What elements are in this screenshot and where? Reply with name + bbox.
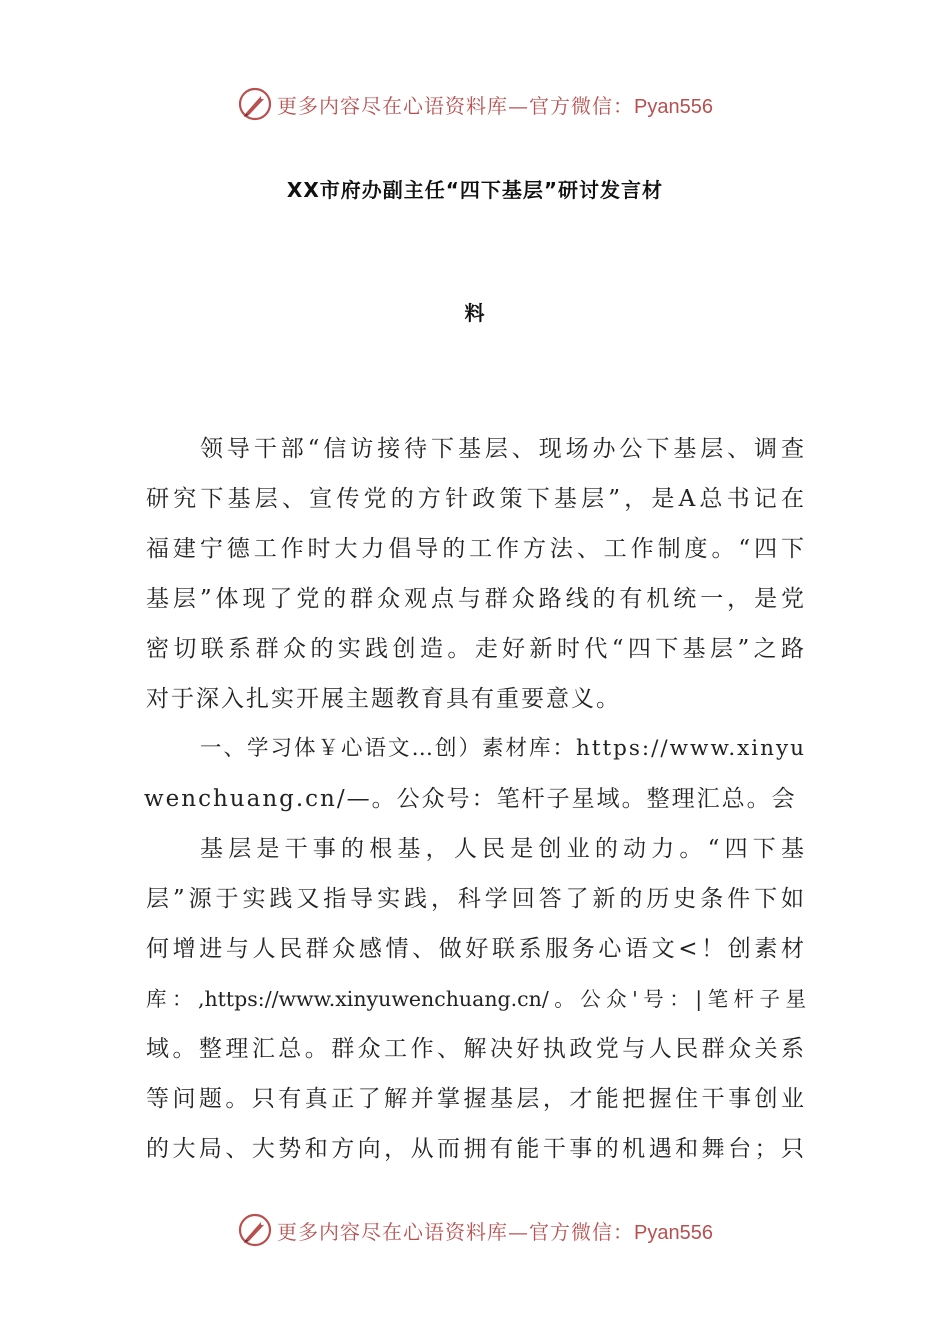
pen-logo-icon bbox=[237, 1212, 273, 1248]
footer-banner bbox=[0, 1210, 950, 1250]
header-banner-id: Pyan556 bbox=[634, 95, 713, 118]
footer-banner-cn: 更多内容尽在心语资料库—官方微信： bbox=[277, 1219, 635, 1244]
document-title-line-2: 料 bbox=[464, 301, 486, 325]
text-line: 库：,https://www.xinyuwenchuang.cn/。公众'号：|笔杆子星 bbox=[146, 987, 806, 1011]
footer-banner-text bbox=[277, 1216, 713, 1245]
text-line: 的大局、大势和方向，从而拥有能干事的机遇和舞台；只 bbox=[146, 1136, 806, 1162]
text-line: 对于深入扎实开展主题教育具有重要意义。 bbox=[146, 686, 621, 712]
footer-banner-id: Pyan556 bbox=[634, 1221, 713, 1244]
header-banner-text bbox=[277, 90, 713, 119]
text-line: 密切联系群众的实践创造。走好新时代“四下基层”之路 bbox=[146, 636, 806, 662]
text-line: 一、学习体￥心语文…创）素材库：https://www.xinyu bbox=[200, 736, 806, 761]
pen-logo-icon bbox=[237, 86, 273, 122]
header-banner-cn: 更多内容尽在心语资料库—官方微信： bbox=[277, 93, 635, 118]
text-line: 等问题。只有真正了解并掌握基层，才能把握住干事创业 bbox=[146, 1086, 806, 1112]
text-line: 基层是干事的根基，人民是创业的动力。“四下基 bbox=[200, 836, 806, 862]
text-line: 何增进与人民群众感情、做好联系服务心语文<！创素材 bbox=[146, 936, 806, 962]
text-line: wenchuang.cn/—。公众号：笔杆子星域。整理汇总。会 bbox=[144, 786, 797, 812]
header-banner bbox=[0, 84, 950, 124]
text-line: 领导干部“信访接待下基层、现场办公下基层、调查 bbox=[200, 436, 806, 462]
document-title-line-1: XX市府办副主任“四下基层”研讨发言材 bbox=[286, 178, 664, 202]
text-line: 层”源于实践又指导实践，科学回答了新的历史条件下如 bbox=[146, 886, 806, 912]
text-line: 基层”体现了党的群众观点与群众路线的有机统一，是党 bbox=[146, 586, 806, 612]
text-line: 研究下基层、宣传党的方针政策下基层”，是A总书记在 bbox=[146, 486, 806, 512]
text-line: 域。整理汇总。群众工作、解决好执政党与人民群众关系 bbox=[146, 1036, 806, 1062]
text-line: 福建宁德工作时大力倡导的工作方法、工作制度。“四下 bbox=[146, 536, 806, 562]
